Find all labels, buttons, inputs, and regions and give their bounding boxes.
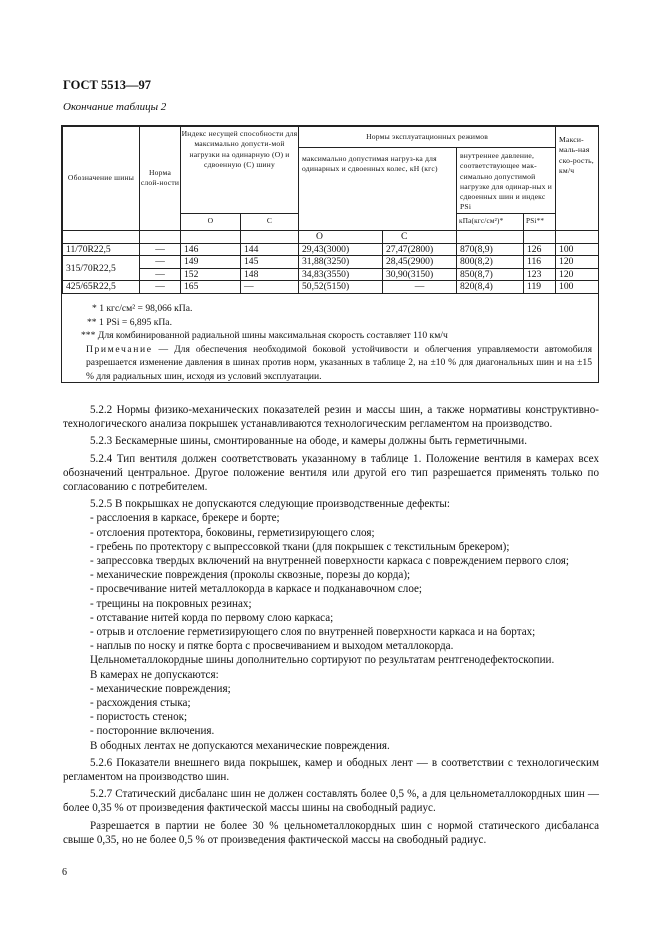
cell-index-c: — bbox=[241, 281, 299, 294]
cell-index-o: 146 bbox=[181, 243, 241, 256]
cell-load-o: 29,43(3000) bbox=[299, 243, 383, 256]
cell-pressure: 820(8,4) bbox=[457, 281, 524, 294]
cell-pressure: 800(8,2) bbox=[457, 256, 524, 269]
cell-tire: 315/70R22,5 bbox=[63, 256, 140, 281]
list-item: - механические повреждения (проколы сквозные, порезы до корда); bbox=[90, 569, 411, 582]
note-combined-tire: *** Для комбинированной радиальной шины максимальная скорость составляет 110 км/ч bbox=[81, 330, 448, 341]
table-row bbox=[63, 268, 599, 281]
cell-pressure: 850(8,7) bbox=[457, 268, 524, 281]
primechanie-text: — Для обеспечения необходимой боковой устойчивости и облегчения управляемости автомобиля разрешается изменение давления в шинах против норм, указанных в таблице 2, на ±10 % для диагональных шин и на ±15 % для радиальных шин, исходя из условий эксплуатации. bbox=[86, 343, 592, 382]
header-load-index: Индекс несущей способности для максимально допусти-мой нагрузки на одинарную (О) и сдвоенную (С) шину bbox=[181, 127, 299, 214]
cell-index-o: 165 bbox=[181, 281, 241, 294]
cell-index-c: 148 bbox=[241, 268, 299, 281]
cell-psi: 126 bbox=[524, 243, 556, 256]
cell-psi: 119 bbox=[524, 281, 556, 294]
header-pressure-kpa: кПа(кгс/см²)* bbox=[457, 213, 524, 230]
header-load-c: С bbox=[383, 230, 457, 243]
cell-index-c: 145 bbox=[241, 256, 299, 269]
page-header: ГОСТ 5513—97 bbox=[63, 78, 152, 92]
note-kgf: * 1 кгс/см² = 98,066 кПа. bbox=[92, 303, 193, 314]
cell-load-c: — bbox=[383, 281, 457, 294]
cell-speed: 120 bbox=[556, 268, 599, 281]
cell-psi: 123 bbox=[524, 268, 556, 281]
cell-layers: — bbox=[140, 243, 181, 256]
table-row bbox=[63, 256, 599, 269]
header-index-c: С bbox=[241, 213, 299, 230]
list-item: - запрессовка твердых включений на внутренней поверхности каркаса с повреждением первого слоя; bbox=[90, 555, 569, 568]
cell-index-o: 149 bbox=[181, 256, 241, 269]
header-index-o: О bbox=[181, 213, 241, 230]
header-max-load: максимально допустимая нагруз-ка для одинарных и сдвоенных колес, кН (кгс) bbox=[299, 148, 457, 231]
cell-layers: — bbox=[140, 256, 181, 269]
list-item: - механические повреждения; bbox=[90, 682, 231, 695]
header-psi: PSi** bbox=[524, 213, 556, 230]
list-item: - отставание нитей корда по первому слою каркаса; bbox=[90, 611, 334, 624]
para-cmk-sorting: Цельнометаллокордные шины дополнительно сортируют по результатам рентгенодефектоскопии. bbox=[90, 654, 555, 667]
note-psi: ** 1 PSi = 6,895 кПа. bbox=[87, 316, 172, 328]
cell-load-o: 50,52(5150) bbox=[299, 281, 383, 294]
header-max-speed: Макси-маль-ная ско-рость, км/ч bbox=[556, 127, 599, 231]
cell-psi: 116 bbox=[524, 256, 556, 269]
para-5-2-5: 5.2.5 В покрышках не допускаются следующие производственные дефекты: bbox=[90, 498, 450, 511]
cell-layers: — bbox=[140, 281, 181, 294]
cell-pressure: 870(8,9) bbox=[457, 243, 524, 256]
note-primechanie bbox=[68, 343, 592, 384]
cell-load-c: 27,47(2800) bbox=[383, 243, 457, 256]
para-5-2-7-allowance: Разрешается в партии не более 30 % цельнометаллокордных шин с нормой статического дисбаланса свыше 0,35, но не более 0,5 % от произведения фактической массы на свободный радиус. bbox=[63, 819, 599, 846]
list-item: - гребень по протектору с выпрессовкой ткани (для покрышек с текстильным брекером); bbox=[90, 540, 510, 553]
tire-spec-table bbox=[62, 126, 599, 294]
cell-index-c: 144 bbox=[241, 243, 299, 256]
table-caption: Окончание таблицы 2 bbox=[63, 101, 167, 113]
para-5-2-2: 5.2.2 Нормы физико-механических показателей резин и массы шин, а также нормативы конструктивно-технологического анализа покрышек устанавливаются технологическим регламентом на производство. bbox=[63, 404, 599, 431]
list-item: - просвечивание нитей металлокорда в каркасе и подканавочном слое; bbox=[90, 583, 423, 596]
cell-load-c: 30,90(3150) bbox=[383, 268, 457, 281]
table-frame bbox=[61, 125, 599, 383]
cell-tire: 425/65R22,5 bbox=[63, 281, 140, 294]
list-item: - отрыв и отслоение герметизирующего слоя по внутренней поверхности каркаса и на бортах; bbox=[90, 626, 536, 639]
page-number: 6 bbox=[62, 867, 67, 878]
para-5-2-6: 5.2.6 Показатели внешнего вида покрышек, камер и ободных лент — в соответствии с технологическим регламентом на производство шин. bbox=[63, 756, 599, 784]
list-item: - наплыв по носку и пятке борта с просвечиванием и выходом металлокорда. bbox=[90, 640, 454, 653]
para-5-2-7: 5.2.7 Статический дисбаланс шин не должен составлять более 0,5 %, а для цельнометаллокордных шин — более 0,35 % от произведения фактической массы шины на свободный радиус. bbox=[63, 788, 599, 815]
para-5-2-3: 5.2.3 Бескамерные шины, смонтированные на ободе, и камеры должны быть герметичными. bbox=[90, 435, 528, 448]
list-item: - пористость стенок; bbox=[90, 711, 188, 724]
cell-index-o: 152 bbox=[181, 268, 241, 281]
header-load-sub-row bbox=[63, 230, 599, 243]
list-item: - отслоения протектора, боковины, герметизирующего слоя; bbox=[90, 526, 375, 539]
header-tire-designation: Обозначение шины bbox=[63, 127, 140, 231]
primechanie-label: Примечание bbox=[86, 343, 153, 355]
table-row bbox=[63, 243, 599, 256]
list-item: - трещины на покровных резинах; bbox=[90, 597, 252, 610]
header-norm-layers: Норма слой-ности bbox=[140, 127, 181, 231]
cell-speed: 100 bbox=[556, 243, 599, 256]
cell-load-o: 31,88(3250) bbox=[299, 256, 383, 269]
list-item: - расхождения стыка; bbox=[90, 697, 191, 710]
para-rim-bands: В ободных лентах не допускаются механические повреждения. bbox=[90, 739, 390, 752]
header-load-o: О bbox=[299, 230, 383, 243]
cell-speed: 120 bbox=[556, 256, 599, 269]
para-chambers-intro: В камерах не допускаются: bbox=[90, 668, 219, 681]
table-row bbox=[63, 281, 599, 294]
list-item: - расслоения в каркасе, брекере и борте; bbox=[90, 512, 280, 525]
cell-load-c: 28,45(2900) bbox=[383, 256, 457, 269]
table-notes bbox=[68, 302, 592, 383]
list-item: - посторонние включения. bbox=[90, 725, 215, 738]
para-5-2-4: 5.2.4 Тип вентиля должен соответствовать указанному в таблице 1. Положение вентиля в камерах всех обозначений центральное. Другое положение вентиля или другой его тип разрешается применять только по согласованию с потребителем. bbox=[63, 452, 599, 494]
cell-load-o: 34,83(3550) bbox=[299, 268, 383, 281]
header-operating-norms: Нормы эксплуатационных режимов bbox=[299, 127, 556, 148]
cell-speed: 100 bbox=[556, 281, 599, 294]
header-pressure: внутреннее давление, соответствующее мак-симально допустимой нагрузке для одинар-ных и сдвоенных шин и индекс PSi bbox=[457, 148, 556, 214]
body-text bbox=[63, 403, 599, 847]
cell-layers: — bbox=[140, 268, 181, 281]
cell-tire: 11/70R22,5 bbox=[63, 243, 140, 256]
